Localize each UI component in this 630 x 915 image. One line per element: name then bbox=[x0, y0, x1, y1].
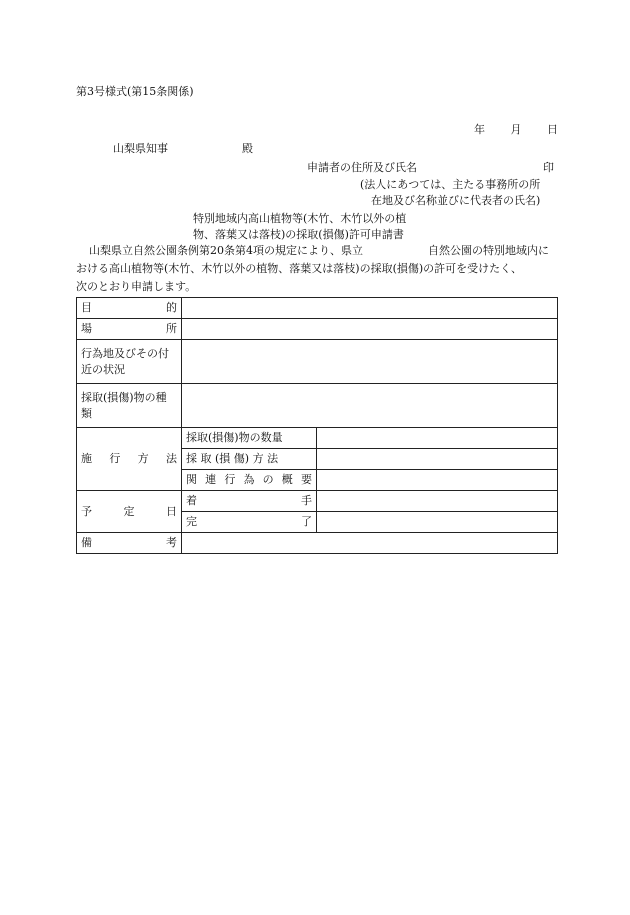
date-month: 月 bbox=[510, 123, 522, 136]
label-how: 採 取 (損 傷) 方 法 bbox=[182, 449, 317, 470]
addressee-honorific: 殿 bbox=[242, 142, 253, 155]
document-title-line1: 特別地域内高山植物等(木竹、木竹以外の植 bbox=[193, 212, 407, 225]
field-site-condition[interactable] bbox=[182, 340, 558, 384]
field-related[interactable] bbox=[317, 470, 558, 491]
field-end[interactable] bbox=[317, 512, 558, 533]
label-related: 関 連 行 為 の 概 要 bbox=[182, 470, 317, 491]
label-site-condition: 行為地及びその付近の状況 bbox=[77, 340, 182, 384]
row-purpose bbox=[77, 298, 558, 319]
row-site-condition bbox=[77, 340, 558, 384]
row-schedule-start bbox=[77, 491, 558, 512]
date-line bbox=[474, 122, 558, 137]
row-species bbox=[77, 384, 558, 428]
body-line3: 次のとおり申請します。 bbox=[76, 280, 197, 293]
row-method-quantity bbox=[77, 428, 558, 449]
applicant-note-line2: 在地及び名称並びに代表者の氏名) bbox=[371, 194, 541, 207]
field-start[interactable] bbox=[317, 491, 558, 512]
date-year: 年 bbox=[474, 123, 485, 136]
field-remarks[interactable] bbox=[182, 533, 558, 554]
label-start: 着 手 bbox=[182, 491, 317, 512]
field-how[interactable] bbox=[317, 449, 558, 470]
form-number: 第3号様式(第15条関係) bbox=[76, 85, 194, 98]
row-place bbox=[77, 319, 558, 340]
row-remarks bbox=[77, 533, 558, 554]
applicant-label: 申請者の住所及び氏名 bbox=[307, 161, 417, 174]
date-day: 日 bbox=[547, 123, 558, 136]
field-quantity[interactable] bbox=[317, 428, 558, 449]
label-remarks: 備 考 bbox=[77, 533, 182, 554]
field-species[interactable] bbox=[182, 384, 558, 428]
label-purpose: 目 的 bbox=[77, 298, 182, 319]
field-purpose[interactable] bbox=[182, 298, 558, 319]
body-line2: おける高山植物等(木竹、木竹以外の植物、落葉又は落枝)の採取(損傷)の許可を受けたく、 bbox=[76, 262, 522, 275]
label-place: 場 所 bbox=[77, 319, 182, 340]
addressee-governor: 山梨県知事 bbox=[113, 142, 168, 155]
label-species: 採取(損傷)物の種類 bbox=[77, 384, 182, 428]
application-table bbox=[76, 297, 558, 554]
label-quantity: 採取(損傷)物の数量 bbox=[182, 428, 317, 449]
body-line1-b: 自然公園の特別地域内に bbox=[428, 244, 549, 257]
document-title-line2: 物、落葉又は落枝)の採取(損傷)許可申請書 bbox=[193, 228, 404, 241]
seal-mark: 印 bbox=[543, 161, 554, 174]
field-place[interactable] bbox=[182, 319, 558, 340]
body-line1-a: 山梨県立自然公園条例第20条第4項の規定により、県立 bbox=[89, 244, 363, 257]
label-method: 施 行 方 法 bbox=[77, 428, 182, 491]
applicant-note-line1: (法人にあつては、主たる事務所の所 bbox=[360, 178, 541, 191]
label-end: 完 了 bbox=[182, 512, 317, 533]
label-schedule: 予 定 日 bbox=[77, 491, 182, 533]
